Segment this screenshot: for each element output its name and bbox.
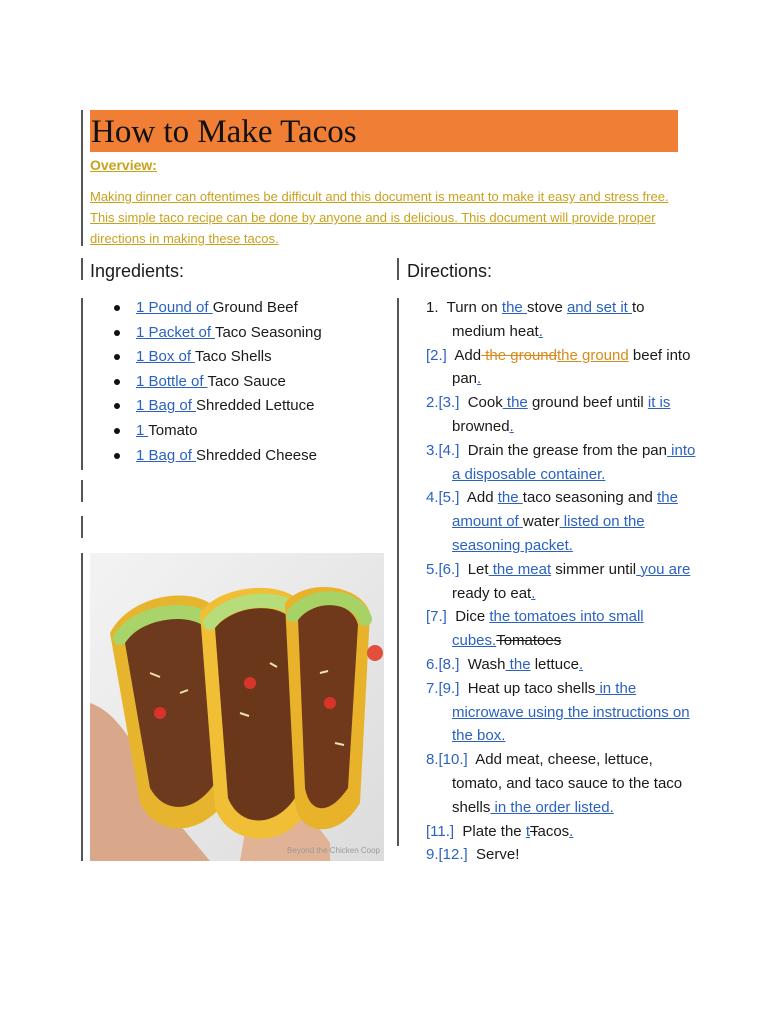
inserted-text: the ground [556,346,629,364]
ingredient-item [110,372,380,397]
ingredients-heading: Ingredients: [90,261,185,281]
ingredient-text: Ground Beef [212,299,298,316]
bullet-icon [114,330,120,336]
direction-step [426,748,696,819]
step-number [426,823,454,840]
direction-step [426,605,696,653]
direction-step [426,677,696,748]
step-number-new: [10.] [438,751,468,769]
step-text: Let [467,560,489,578]
inserted-text: 1 Pound of [136,299,213,316]
step-text: ground beef until [527,394,648,412]
directions-heading: Directions: [407,261,493,281]
ingredients-list [110,298,380,470]
inserted-text: listed on the seasoning packet. [452,513,645,554]
step-text: water [522,513,560,531]
inserted-text: . [578,655,584,673]
deleted-text: the ground [481,346,557,364]
overview-heading: Overview: [90,157,157,173]
ingredient-item [110,323,380,348]
step-text: beef into pan [452,346,691,388]
inserted-text: 1 Packet of [136,323,215,341]
direction-step [426,486,696,557]
step-text: Add meat, cheese, lettuce, tomato, and taco sauce to the taco shells [452,751,683,816]
bullet-icon [114,453,120,459]
step-text: stove [526,299,567,316]
step-number-new: [8.] [438,655,460,673]
inserted-text: the [505,655,531,673]
change-bar [81,553,83,861]
inserted-text: the meat [488,560,552,578]
step-text: simmer until [551,560,637,578]
step-number [426,489,459,506]
step-number-new: [6.] [438,560,460,578]
direction-step [426,344,696,392]
step-text: Serve! [476,846,520,864]
ingredient-text: Taco Shells [194,348,272,366]
inserted-text: 1 Bag of [136,397,197,415]
bullet-icon [114,379,120,385]
change-bar [397,298,399,846]
inserted-text: 1 Box of [136,348,195,366]
step-number [426,846,468,863]
inserted-text: 1 Bag of [136,446,197,464]
directions-list [426,296,696,867]
bullet-icon [114,403,120,409]
step-number [426,751,468,768]
ingredient-text: Taco Sauce [207,372,286,390]
change-bar [81,516,83,538]
step-number-new: [9.] [438,679,460,697]
step-text: Heat up taco shells [467,679,596,697]
inserted-text: . [569,822,574,840]
step-number-new: [3.] [438,394,460,412]
step-text: lettuce [530,655,579,673]
step-text: Wash [467,655,506,673]
inserted-text: it is [647,394,671,412]
step-text: Add [466,489,498,507]
direction-step [426,653,696,677]
bullet-icon [114,428,120,434]
direction-step [426,558,696,606]
ingredient-text: Tomato [148,421,198,439]
overview-paragraph: Making dinner can oftentimes be difficult and this document is meant to make it easy and stress free. This simple taco recipe can be done by anyone and is delicious. This document will provide proper directions in making these tacos. [90,189,669,246]
step-number-new: [12.] [438,846,468,864]
inserted-text: in the microwave using the instructions on the box. [452,679,690,745]
inserted-text: . [509,417,514,435]
direction-step [426,820,696,844]
direction-step [426,296,696,344]
inserted-text: and set it [566,299,633,316]
step-number-old: 7. [426,679,439,697]
inserted-text: the [501,299,527,316]
bullet-icon [114,354,120,360]
ingredient-item [110,421,380,446]
inserted-text: 1 [136,421,149,439]
step-text: acos [537,822,570,840]
step-number-old: 9. [426,846,439,864]
step-number [426,299,439,316]
ingredient-item [110,396,380,421]
step-number-old: 4. [426,489,439,507]
bullet-icon [114,305,120,311]
inserted-text: the amount of [452,489,678,531]
step-number [426,561,459,578]
step-text: Turn on [446,299,502,316]
inserted-text: 1 Bottle of [136,372,208,390]
ingredient-text: Taco Seasoning [214,323,322,341]
ingredient-text: Shredded Lettuce [196,397,315,415]
inserted-text: into a disposable container. [452,441,696,483]
step-number-new: [5.] [438,489,460,507]
step-number [426,394,459,411]
direction-step [426,391,696,439]
ingredient-item [110,298,380,323]
step-number-old: 3. [426,441,439,459]
change-bar [81,110,83,246]
tacos-photo [90,553,384,861]
photo-watermark: Beyond the Chicken Coop [287,846,380,855]
inserted-text: the [502,394,528,412]
step-text: taco seasoning and [522,489,658,507]
deleted-text: Tomatoes [496,632,562,650]
deleted-text: T [529,822,538,840]
step-number [426,347,447,364]
change-bar [81,258,83,280]
page-title: How to Make Tacos [91,114,357,150]
step-text: to medium heat [452,299,645,340]
inserted-text: t [525,822,530,840]
step-number-old: 5. [426,560,439,578]
step-text: Add [454,346,482,364]
step-number-new: [11.] [426,822,455,840]
inserted-text: in the order listed. [490,798,614,816]
step-text: Dice [455,608,490,626]
step-number-new: [7.] [426,608,447,626]
step-text: ready to eat [452,584,532,602]
step-number-old: 6. [426,655,439,673]
step-text: Cook [467,394,503,412]
ingredient-text: Shredded Cheese [196,446,317,464]
change-bar [81,480,83,502]
step-text: Plate the [462,822,526,840]
step-number [426,442,459,459]
inserted-text: you are [640,560,691,578]
step-text: browned [452,417,510,435]
inserted-text: the [497,489,523,507]
change-bar [81,298,83,470]
step-number [426,680,459,697]
change-bar [397,258,399,280]
step-number-new: [2.] [426,346,447,364]
step-number-new: 1. [426,299,439,316]
direction-step [426,439,696,487]
ingredient-item [110,347,380,372]
step-number [426,656,459,673]
step-number-old: 8. [426,751,439,769]
step-text: Drain the grease from the pan [467,441,667,459]
inserted-text: . [538,322,543,340]
step-number-old: 2. [426,394,439,412]
inserted-text: the tomatoes into small cubes. [452,608,644,650]
direction-step [426,843,696,867]
step-number-new: [4.] [438,441,460,459]
ingredient-item [110,446,380,471]
inserted-text: . [477,370,482,388]
step-number [426,608,447,625]
inserted-text: . [531,584,536,602]
